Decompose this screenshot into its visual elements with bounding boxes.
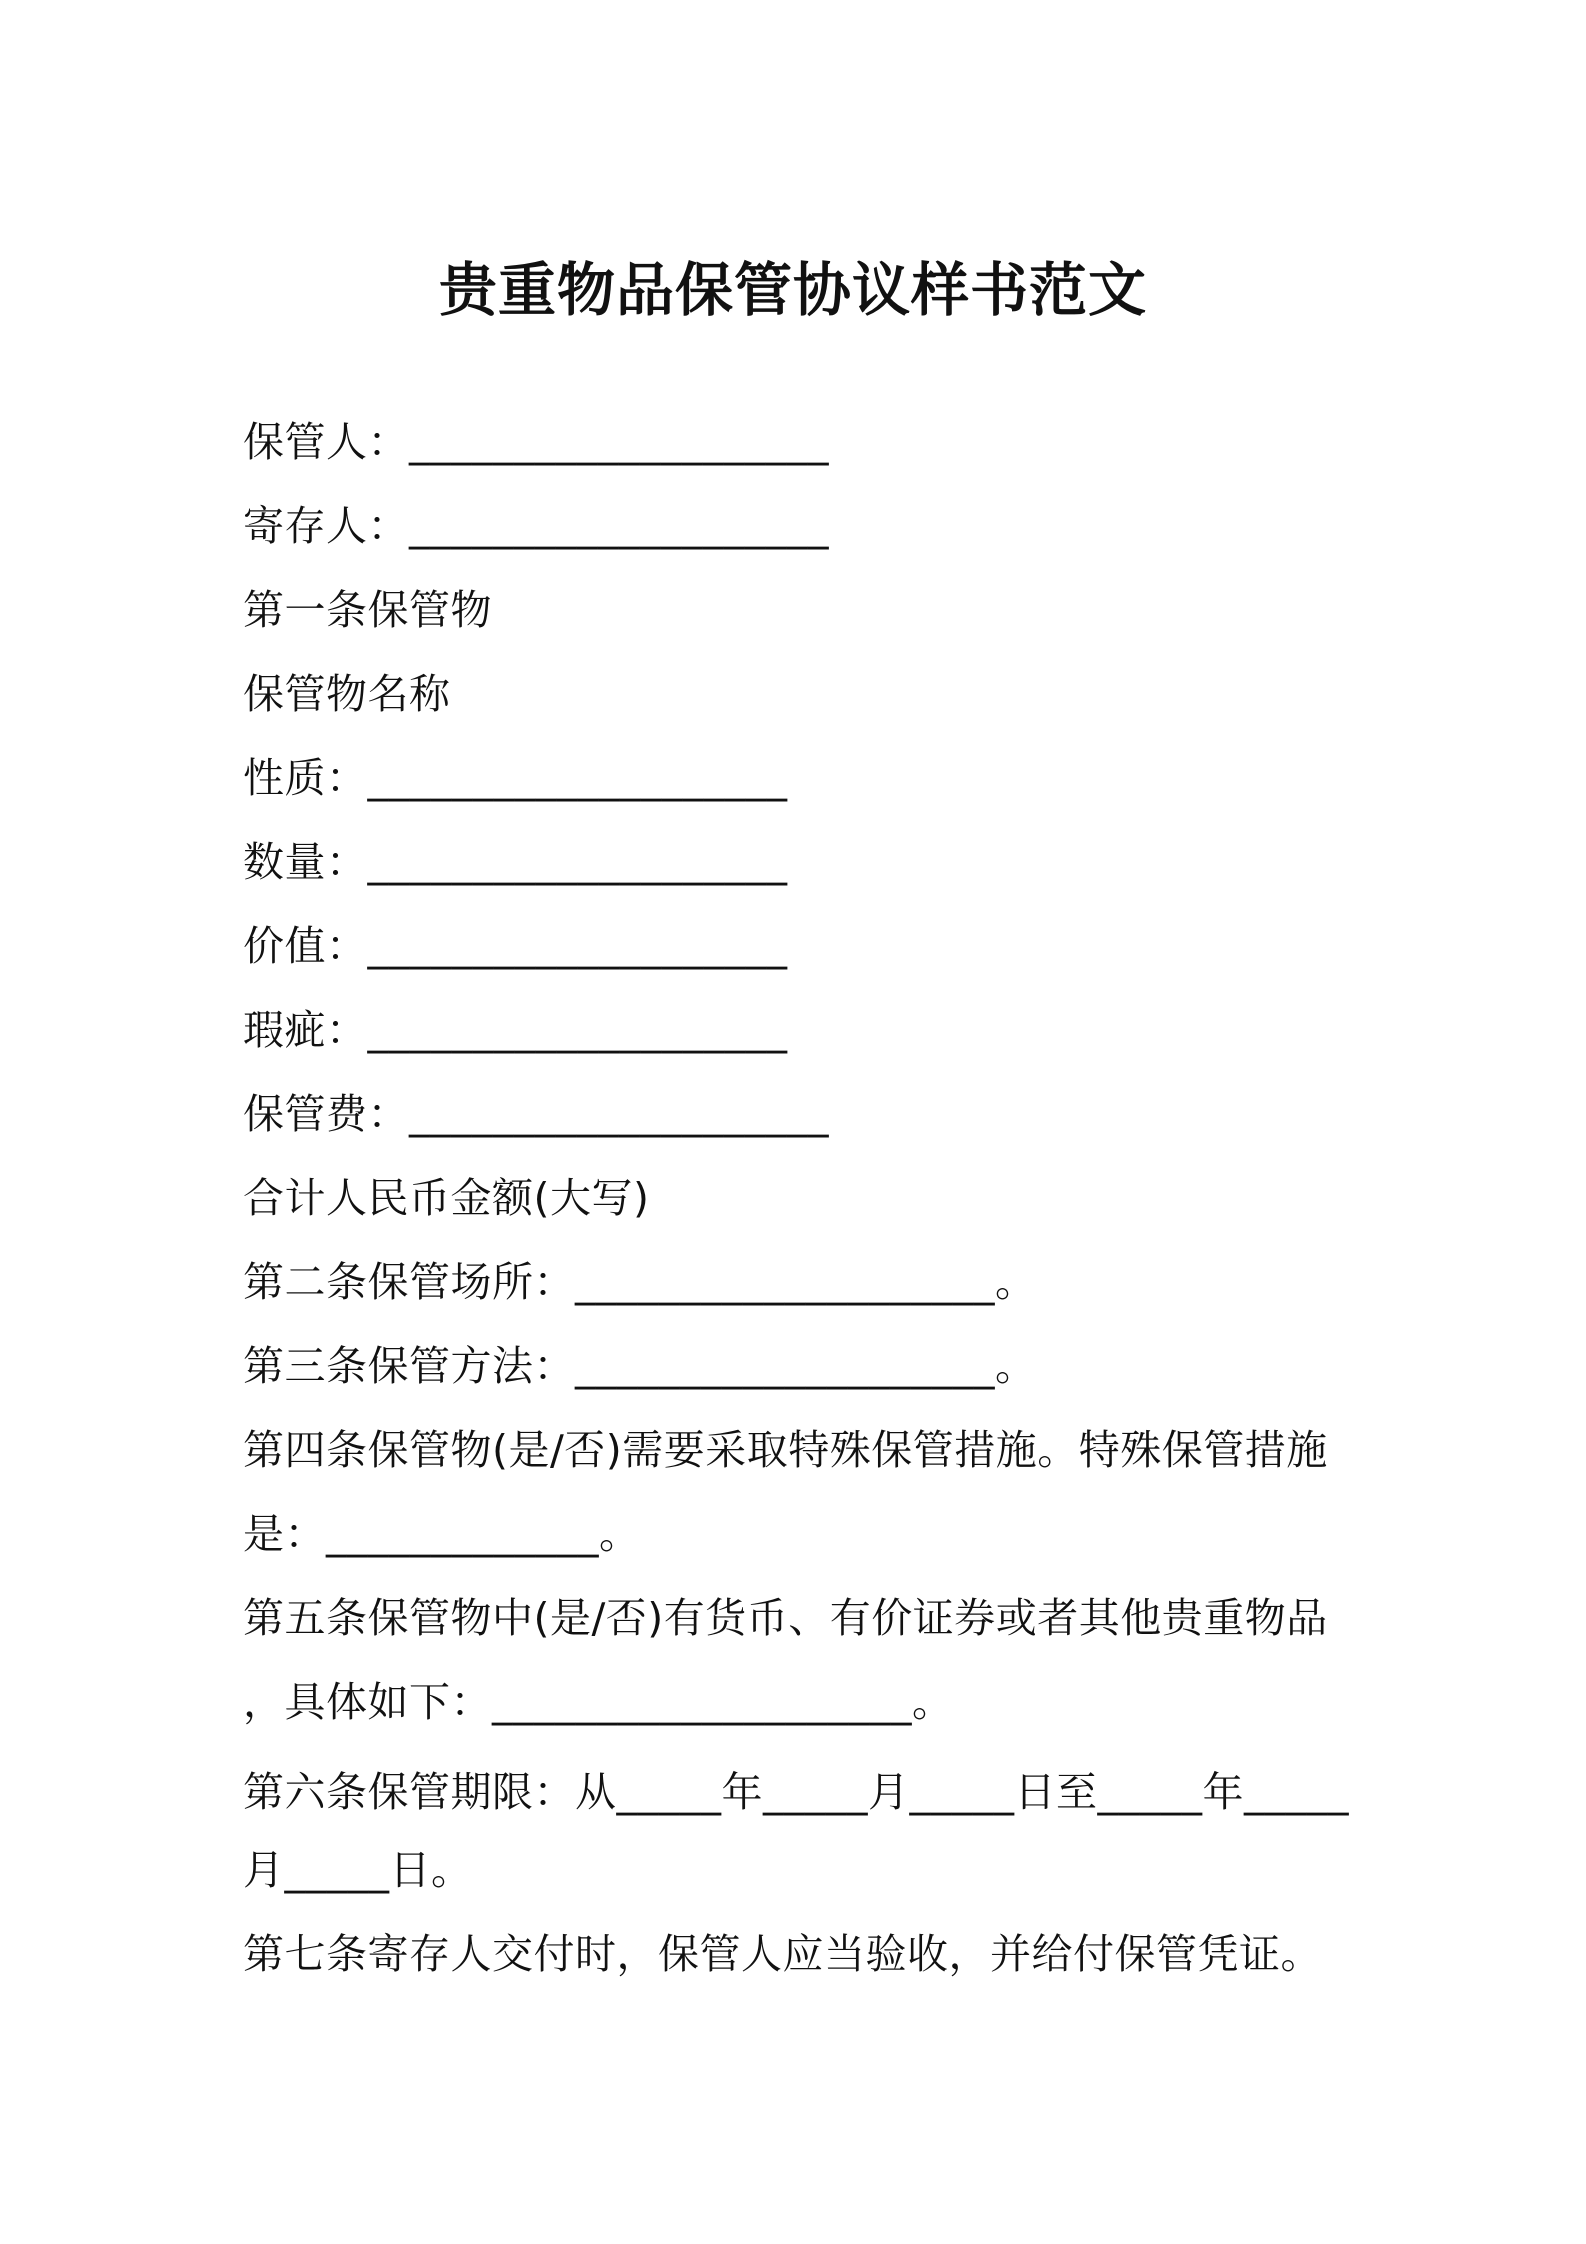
article-5-line-2: ，具体如下：____________________。 — [243, 1678, 954, 1726]
document-title: 贵重物品保管协议样书范文 — [438, 256, 1147, 324]
article-3-storage-method: 第三条保管方法：____________________。 — [243, 1342, 1037, 1390]
depositor-field: 寄存人：____________________ — [243, 502, 829, 550]
article-2-storage-place: 第二条保管场所：____________________。 — [243, 1258, 1037, 1306]
quantity-field: 数量：____________________ — [243, 838, 788, 886]
value-field: 价值：____________________ — [243, 922, 788, 970]
custodian-field: 保管人：____________________ — [243, 418, 829, 466]
article-7: 第七条寄存人交付时，保管人应当验收，并给付保管凭证。 — [243, 1930, 1322, 1978]
article-5-line-1: 第五条保管物中(是/否)有货币、有价证券或者其他贵重物品 — [243, 1594, 1328, 1642]
article-6-line-1: 第六条保管期限：从_____年_____月_____日至_____年_____ — [243, 1768, 1349, 1816]
article-1-heading: 第一条保管物 — [243, 586, 492, 634]
article-4-line-2: 是：_____________。 — [243, 1510, 641, 1558]
total-amount-label: 合计人民币金额(大写) — [243, 1174, 650, 1222]
article-4-line-1: 第四条保管物(是/否)需要采取特殊保管措施。特殊保管措施 — [243, 1426, 1328, 1474]
storage-fee-field: 保管费：____________________ — [243, 1090, 829, 1138]
nature-field: 性质：____________________ — [243, 754, 788, 802]
article-6-line-2: 月_____日。 — [243, 1846, 473, 1894]
defects-field: 瑕疵：____________________ — [243, 1006, 788, 1054]
item-name-label: 保管物名称 — [243, 670, 451, 718]
